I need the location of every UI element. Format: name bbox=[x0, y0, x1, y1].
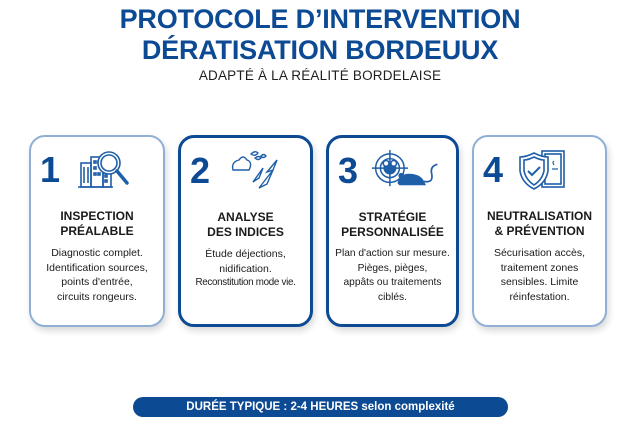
step-card-2 bbox=[178, 135, 313, 327]
step-description: Sécurisation accès, traitement zones sensibles. Limite réinfestation. bbox=[493, 247, 586, 303]
step-description: Étude déjections, nidification. Reconstitution mode vie. bbox=[195, 248, 296, 288]
step-title: ANALYSE DES INDICES bbox=[207, 210, 284, 239]
building-magnifier-icon bbox=[77, 147, 135, 191]
step-number: 2 bbox=[190, 150, 211, 191]
droppings-traces-icon bbox=[229, 148, 287, 192]
step-card-1 bbox=[29, 135, 165, 327]
step-number: 3 bbox=[338, 150, 359, 191]
shield-check-door-icon bbox=[516, 147, 574, 191]
step-number: 1 bbox=[40, 149, 61, 190]
step-title: NEUTRALISATION & PRÉVENTION bbox=[486, 209, 593, 238]
duration-banner: DURÉE TYPIQUE : 2-4 HEURES selon complexité bbox=[133, 397, 508, 417]
step-card-3 bbox=[326, 135, 459, 327]
step-description: Plan d'action sur mesure. Pièges, pièges, appâts ou traitements ciblés. bbox=[335, 248, 450, 303]
step-number: 4 bbox=[483, 149, 504, 190]
step-card-4 bbox=[472, 135, 607, 327]
page-subtitle: ADAPTÉ À LA RÉALITÉ BORDELAISE bbox=[198, 68, 442, 83]
step-description: Diagnostic complet. Identification sources, points d'entrée, circuits rongeurs. bbox=[46, 247, 148, 303]
page-title-line2: DÉRATISATION BORDEUUX bbox=[141, 35, 499, 65]
step-title: STRATÉGIE PERSONNALISÉE bbox=[341, 210, 444, 239]
page-title-line1: PROTOCOLE D’INTERVENTION bbox=[119, 4, 521, 34]
rat-target-icon bbox=[369, 148, 445, 192]
step-title: INSPECTION PRÉALABLE bbox=[60, 209, 134, 238]
